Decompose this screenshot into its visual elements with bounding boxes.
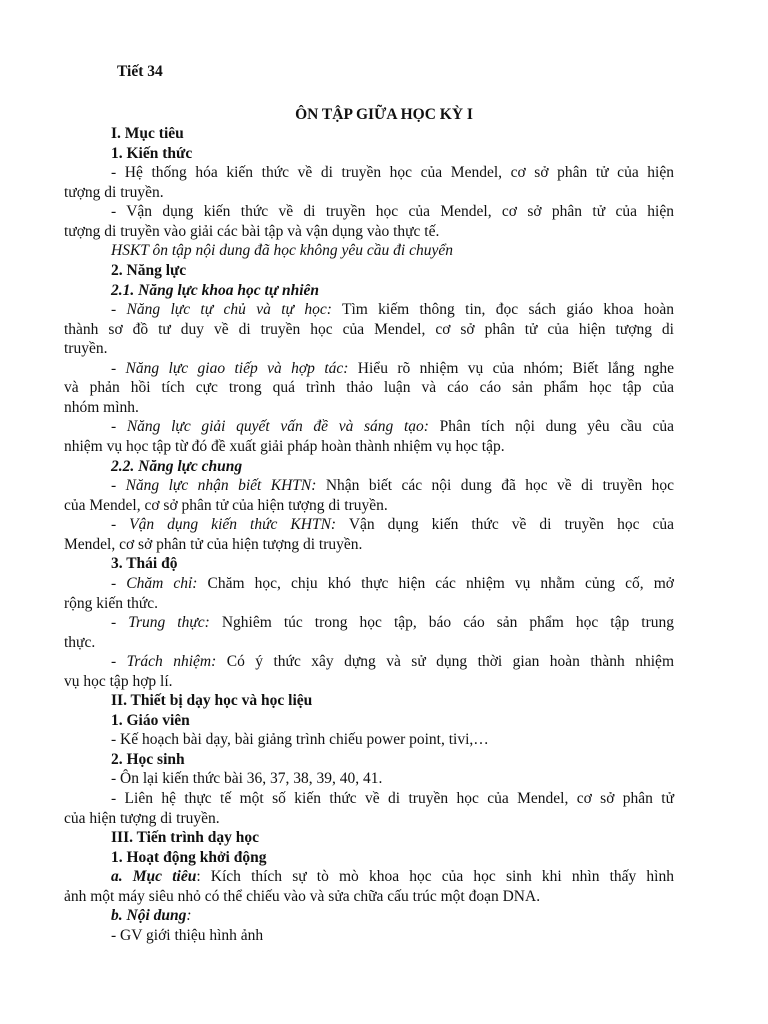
hskt-note: HSKT ôn tập nội dung đã học không yêu cầu đi chuyển <box>111 242 453 259</box>
paragraph-line <box>111 613 674 633</box>
item-text: Có ý thức xây dựng và sử dụng thời gian hoàn thành nhiệm <box>216 653 674 670</box>
item-text: Nhận biết các nội dung đã học về di truyền học <box>316 477 674 494</box>
paragraph-line: - Kế hoạch bài dạy, bài giảng trình chiếu power point, tivi,… <box>111 731 489 748</box>
paragraph-line: nhóm mình. <box>64 399 139 416</box>
item-text: : Kích thích sự tò mò khoa học của học sinh khi nhìn thấy hình <box>196 868 674 885</box>
paragraph-line: thành sơ đồ tư duy về di truyền học của Mendel, cơ sở phân tử của hiện tượng di <box>64 321 674 338</box>
paragraph-line <box>111 476 674 496</box>
paragraph-line: - Hệ thống hóa kiến thức về di truyền học của Mendel, cơ sở phân tử của hiện <box>111 164 674 181</box>
paragraph-line <box>111 417 674 437</box>
paragraph-line <box>111 867 674 887</box>
item-label: b. Nội dung <box>111 907 187 924</box>
subheading-ability: 2. Năng lực <box>111 262 187 279</box>
paragraph-line: tượng di truyền. <box>64 184 164 201</box>
paragraph-line: nhiệm vụ học tập từ đó đề xuất giải pháp hoàn thành nhiệm vụ học tập. <box>64 438 505 455</box>
paragraph-line: - Liên hệ thực tế một số kiến thức về di truyền học của Mendel, cơ sở phân tử <box>111 790 674 807</box>
item-label: - Chăm chỉ: <box>111 575 198 592</box>
item-label: - Năng lực giải quyết vấn đề và sáng tạo: <box>111 418 429 435</box>
item-label: - Trách nhiệm: <box>111 653 217 670</box>
lesson-period: Tiết 34 <box>117 63 163 80</box>
paragraph-line: rộng kiến thức. <box>64 595 159 612</box>
subheading-knowledge: 1. Kiến thức <box>111 145 193 162</box>
subheading-natural-science: 2.1. Năng lực khoa học tự nhiên <box>111 282 320 299</box>
item-text: Vận dụng kiến thức về di truyền học của <box>336 516 674 533</box>
paragraph-line: của Mendel, cơ sở phân tử của hiện tượng di truyền. <box>64 497 388 514</box>
item-label: - Vận dụng kiến thức KHTN: <box>111 516 337 533</box>
item-text: Tìm kiếm thông tin, đọc sách giáo khoa hoàn <box>331 301 674 318</box>
paragraph-line: - Ôn lại kiến thức bài 36, 37, 38, 39, 40, 41. <box>111 770 383 787</box>
item-text: Chăm học, chịu khó thực hiện các nhiệm vụ nhằm củng cố, mở <box>197 575 674 592</box>
subheading-teacher: 1. Giáo viên <box>111 712 190 729</box>
subheading-student: 2. Học sinh <box>111 751 185 768</box>
paragraph-line: và phản hồi tích cực trong quá trình thảo luận và cáo cáo sản phẩm học tập của <box>64 379 674 396</box>
paragraph-line: - Vận dụng kiến thức về di truyền học của Mendel, cơ sở phân tử của hiện <box>111 203 674 220</box>
paragraph-line: ảnh một máy siêu nhỏ có thể chiếu vào và sửa chữa cấu trúc một đoạn DNA. <box>64 888 541 905</box>
item-label: - Năng lực tự chủ và tự học: <box>111 301 332 318</box>
section-heading-equipment: II. Thiết bị dạy học và học liệu <box>111 692 313 709</box>
subheading-warmup: 1. Hoạt động khởi động <box>111 849 267 866</box>
item-colon: : <box>186 907 192 924</box>
item-text: Hiểu rõ nhiệm vụ của nhóm; Biết lắng nghe <box>348 360 674 377</box>
paragraph-line: truyền. <box>64 340 108 357</box>
subheading-attitude: 3. Thái độ <box>111 555 178 572</box>
item-label: - Trung thực: <box>111 614 210 631</box>
paragraph-line: tượng di truyền vào giải các bài tập và vận dụng vào thực tế. <box>64 223 440 240</box>
paragraph-line <box>111 515 674 535</box>
item-label: - Năng lực nhận biết KHTN: <box>111 477 317 494</box>
paragraph-line <box>111 574 674 594</box>
paragraph-line <box>111 906 674 926</box>
item-text: Phân tích nội dung yêu cầu của <box>428 418 674 435</box>
subheading-general-ability: 2.2. Năng lực chung <box>111 458 243 475</box>
paragraph-line: của hiện tượng di truyền. <box>64 810 220 827</box>
paragraph-line <box>111 300 674 320</box>
paragraph-line: Mendel, cơ sở phân tử của hiện tượng di truyền. <box>64 536 363 553</box>
paragraph-line: vụ học tập hợp lí. <box>64 673 173 690</box>
paragraph-line: - GV giới thiệu hình ảnh <box>111 927 264 944</box>
section-heading-process: III. Tiến trình dạy học <box>111 829 260 846</box>
paragraph-line <box>111 359 674 379</box>
paragraph-line: thực. <box>64 634 96 651</box>
paragraph-line <box>111 652 674 672</box>
section-heading-objectives: I. Mục tiêu <box>111 125 184 142</box>
item-text: Nghiêm túc trong học tập, báo cáo sản phẩm học tập trung <box>209 614 674 631</box>
page-title: ÔN TẬP GIỮA HỌC KỲ I <box>295 106 473 123</box>
item-label: a. Mục tiêu <box>111 868 197 885</box>
item-label: - Năng lực giao tiếp và hợp tác: <box>111 360 349 377</box>
